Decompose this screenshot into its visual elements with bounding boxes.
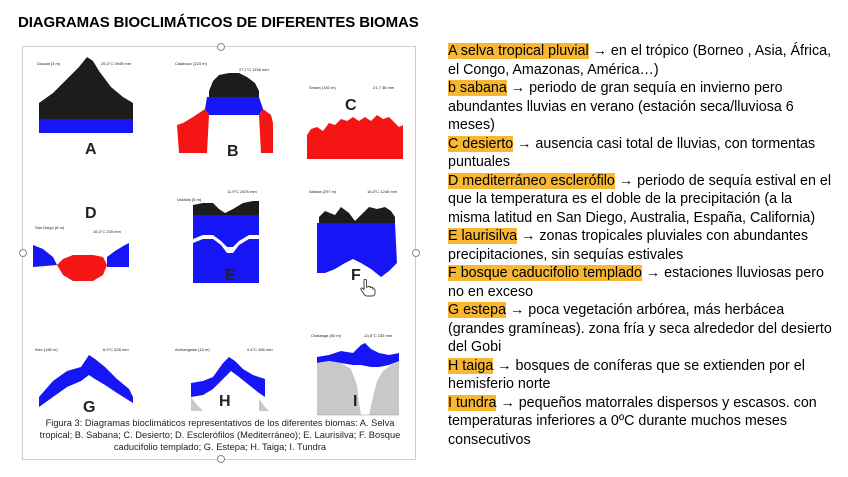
diagram-letter: A [85,141,97,158]
biome-description: → ausencia casi total de lluvias, con tormentas puntuales [448,135,816,170]
diagram-letter: C [345,97,357,114]
biome-label: D mediterráneo esclerófilo [448,172,615,189]
biome-label: I tundra [448,394,497,411]
note-item [448,264,838,301]
humid-area [191,357,265,397]
climate-label: 0,4°C 466 mm [247,347,273,352]
superhumid-area [319,207,395,223]
biome-description: → periodo de sequía estival en el que la temperatura es el doble de la precipitación (a la misma latitud en San Diego, Australia, España, California) [448,172,832,226]
biome-description: → periodo de gran sequía en invierno pero abundantes lluvias en verano (estación seca/lluviosa 6 meses) [448,80,794,133]
frozen-area [259,399,269,411]
climate-label: 21,7 38 mm [373,85,395,90]
note-item [448,227,838,264]
climate-label: 11,9°C 2676 mm [227,189,257,194]
resize-handle-left[interactable] [19,249,27,257]
diagram-letter: E [225,267,236,284]
frozen-area [191,397,203,411]
arid-area [259,109,273,153]
superhumid-area [209,73,259,97]
climate-label: -13,8°C 233 mm [363,333,393,338]
biome-label: A selva tropical pluvial [448,43,589,59]
station-label: Archangelsk (13 m) [175,347,210,352]
station-label: Douala (3 m) [37,61,61,66]
climate-chart [305,57,415,167]
diagram-e [173,183,283,303]
station-label: Calabozo (223 m) [175,61,207,66]
biome-label: H taiga [448,357,494,374]
page-title: DIAGRAMAS BIOCLIMÁTICOS DE DIFERENTES BIOMAS [18,14,419,31]
humid-area [107,243,129,267]
station-label: Smara (340 m) [309,85,336,90]
biome-label: b sabana [448,80,507,96]
climate-label: 16,4°C 239 mm [93,229,121,234]
diagram-letter: H [219,393,231,410]
climate-label: 26,4°C 3949 mm [101,61,132,66]
biome-description: → estaciones lluviosas pero no en exceso [448,265,824,300]
arid-area [307,115,403,159]
hand-cursor-icon [360,279,376,297]
diagram-h [173,341,283,417]
climate-label: 6,9°C 528 mm [103,347,129,352]
note-item [448,394,838,450]
note-item [448,79,838,135]
superhumid-area [39,57,133,119]
biome-description: → pequeños matorrales dispersos y escasos. con temperaturas inferiores a 0ºC durante muchos meses consecutivos [448,394,817,448]
diagram-letter: F [351,267,361,284]
climate-chart [173,183,283,303]
biome-description: → zonas tropicales pluviales con abundantes precipitaciones, sin sequías estivales [448,228,809,263]
resize-handle-top[interactable] [217,43,225,51]
note-item [448,301,838,357]
note-item [448,357,838,394]
climate-chart [305,323,415,423]
note-item [448,42,838,79]
biome-label: G estepa [448,302,507,318]
diagram-letter: B [227,143,239,160]
climate-label: 16,8°C 1240 mm [367,189,398,194]
diagram-letter: G [83,399,96,416]
arid-area [57,255,107,281]
note-item [448,172,838,228]
humid-area [33,245,57,267]
station-label: San Diego (8 m) [35,225,65,230]
biome-description: → bosques de coníferas que se extienden por el hemisferio norte [448,357,805,392]
station-label: Kiev (180 m) [35,347,58,352]
diagram-letter: I [353,393,358,410]
resize-handle-bottom[interactable] [217,455,225,463]
diagram-b [173,57,283,167]
diagram-letter: D [85,205,97,222]
diagram-i [305,323,415,423]
station-label: Atlanta (297 m) [309,189,337,194]
station-label: Valdivia (5 m) [177,197,202,202]
biome-notes [448,42,838,449]
figure-caption: Figura 3: Diagramas bioclimáticos representativos de los diferentes biomas: A. Selva tropical; B. Sabana; C. Desierto; D. Esclerófilos (Mediterráneo); E. Laurisilva; F. Bosque caducifolio templado; G. Estepa; H. Taiga; I. Tundra [39,418,401,452]
humid-area [39,119,133,133]
bioclimatic-figure[interactable] [22,46,416,460]
note-item [448,135,838,172]
biome-label: F bosque caducifolio templado [448,265,642,281]
diagram-g [33,341,143,417]
superhumid-area [193,201,259,215]
biome-description: → poca vegetación arbórea, más herbácea (grandes gramíneas). zona fría y seca alrededor del desierto del Gobi [448,302,832,355]
humid-area [205,97,263,115]
climate-chart [33,195,143,305]
diagram-c [305,57,415,167]
station-label: Chatanga (50 m) [311,333,342,338]
biome-description: → en el trópico (Borneo , Asia, África, el Congo, Amazonas, América…) [448,43,832,78]
diagram-d [33,195,143,305]
biome-label: E laurisilva [448,228,518,244]
climate-label: 27,1°C 1156 mm [239,67,269,72]
biome-label: C desierto [448,135,514,152]
frozen-area [369,361,399,415]
diagram-a [33,57,143,167]
arid-area [177,109,209,153]
